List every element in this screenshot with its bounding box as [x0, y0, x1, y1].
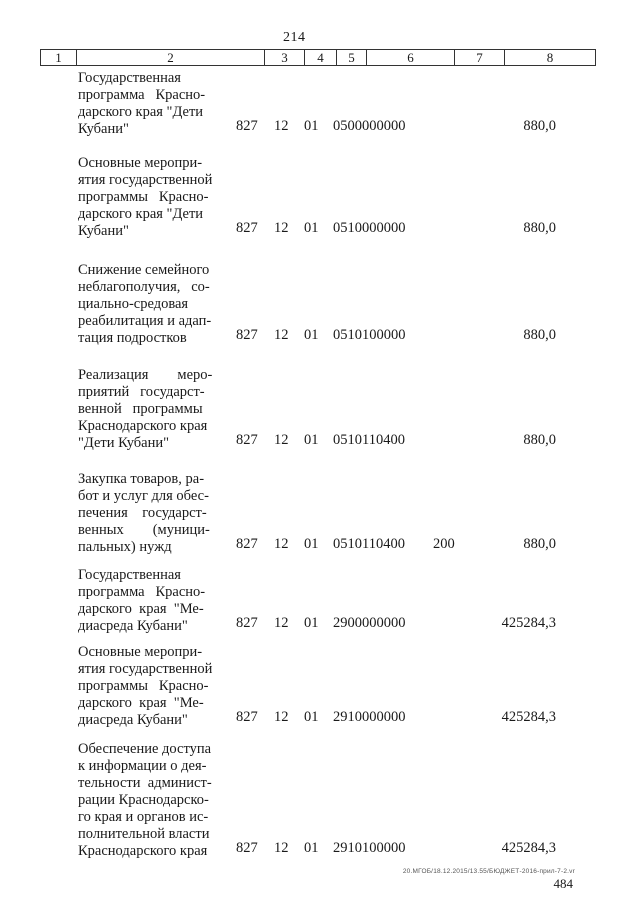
page-number-bottom: 484: [553, 876, 573, 891]
cell-col-3: 827: [236, 615, 258, 631]
row-description-line: го края и органов ис-: [78, 809, 209, 825]
row-description-line: тация подростков: [78, 330, 187, 346]
cell-col-4: 12: [274, 327, 289, 343]
row-description: [78, 567, 224, 635]
cell-col-6: 0510110400: [333, 536, 405, 552]
row-description-line: программы Красно-: [78, 678, 209, 694]
cell-col-5: 01: [304, 615, 319, 631]
cell-col-4: 12: [274, 536, 289, 552]
cell-col-3: 827: [236, 536, 258, 552]
row-description-line: печения государст-: [78, 505, 207, 521]
row-description: [78, 70, 224, 138]
cell-col-5: 01: [304, 220, 319, 236]
cell-col-5: 01: [304, 118, 319, 134]
cell-col-5: 01: [304, 840, 319, 856]
cell-col-8: 880,0: [523, 118, 556, 134]
column-header-7: 7: [455, 50, 505, 65]
row-description-line: Кубани": [78, 223, 129, 239]
cell-col-6: 2910000000: [333, 709, 406, 725]
cell-col-8: 880,0: [523, 432, 556, 448]
cell-col-8: 880,0: [523, 220, 556, 236]
row-description-line: программа Красно-: [78, 87, 206, 103]
cell-col-8: 425284,3: [501, 615, 556, 631]
cell-col-4: 12: [274, 709, 289, 725]
cell-col-3: 827: [236, 432, 258, 448]
row-description-line: диасреда Кубани": [78, 618, 188, 634]
row-description-line: венных (муници-: [78, 522, 210, 538]
cell-col-8: 880,0: [523, 536, 556, 552]
cell-col-4: 12: [274, 220, 289, 236]
row-description-line: ятия государственной: [78, 661, 213, 677]
row-description-line: Краснодарского края: [78, 843, 208, 859]
row-description-line: рации Краснодарско-: [78, 792, 209, 808]
row-description-line: тельности админист-: [78, 775, 212, 791]
row-description-line: приятий государст-: [78, 384, 205, 400]
cell-col-6: 0500000000: [333, 118, 406, 134]
column-header-5: 5: [337, 50, 367, 65]
row-description: [78, 262, 224, 347]
cell-col-5: 01: [304, 536, 319, 552]
row-description-line: неблагополучия, со-: [78, 279, 210, 295]
cell-col-6: 0510110400: [333, 432, 405, 448]
cell-col-8: 425284,3: [501, 709, 556, 725]
cell-col-3: 827: [236, 118, 258, 134]
cell-col-4: 12: [274, 118, 289, 134]
column-header-2: 2: [77, 50, 265, 65]
row-description-line: пальных) нужд: [78, 539, 172, 555]
row-description-line: Государственная: [78, 70, 181, 86]
row-description-line: Кубани": [78, 121, 129, 137]
cell-col-7: 200: [433, 536, 455, 552]
cell-col-6: 2910100000: [333, 840, 406, 856]
table-header-row: [40, 49, 596, 66]
row-description-line: программы Красно-: [78, 189, 209, 205]
cell-col-4: 12: [274, 840, 289, 856]
row-description-line: дарского края "Дети: [78, 104, 204, 120]
cell-col-5: 01: [304, 432, 319, 448]
row-description-line: Снижение семейного: [78, 262, 210, 278]
row-description: [78, 644, 224, 729]
row-description-line: дарского края "Дети: [78, 206, 204, 222]
cell-col-6: 2900000000: [333, 615, 406, 631]
cell-col-6: 0510100000: [333, 327, 406, 343]
cell-col-3: 827: [236, 327, 258, 343]
row-description-line: программа Красно-: [78, 584, 206, 600]
row-description: [78, 155, 224, 240]
row-description-line: Основные меропри-: [78, 644, 203, 660]
row-description-line: циально-средовая: [78, 296, 189, 312]
row-description-line: дарского края "Ме-: [78, 695, 204, 711]
row-description-line: Основные меропри-: [78, 155, 203, 171]
row-description-line: венной программы: [78, 401, 203, 417]
column-header-3: 3: [265, 50, 305, 65]
cell-col-8: 880,0: [523, 327, 556, 343]
cell-col-8: 425284,3: [501, 840, 556, 856]
row-description-line: дарского края "Ме-: [78, 601, 204, 617]
row-description-line: Закупка товаров, ра-: [78, 471, 205, 487]
cell-col-3: 827: [236, 840, 258, 856]
row-description-line: диасреда Кубани": [78, 712, 188, 728]
column-header-4: 4: [305, 50, 337, 65]
cell-col-4: 12: [274, 615, 289, 631]
row-description: [78, 471, 224, 556]
cell-col-3: 827: [236, 709, 258, 725]
footer-file-code: 20.МГОБ/18.12.2015/13.55/БЮДЖЕТ-2016-прил-7-2.vr: [402, 868, 575, 875]
row-description-line: Реализация меро-: [78, 367, 213, 383]
cell-col-5: 01: [304, 709, 319, 725]
row-description-line: к информации о дея-: [78, 758, 207, 774]
column-header-1: 1: [41, 50, 77, 65]
row-description-line: Краснодарского края: [78, 418, 208, 434]
row-description-line: "Дети Кубани": [78, 435, 170, 451]
row-description-line: ятия государственной: [78, 172, 213, 188]
column-header-6: 6: [367, 50, 455, 65]
row-description: [78, 741, 224, 860]
cell-col-6: 0510000000: [333, 220, 406, 236]
row-description: [78, 367, 224, 452]
cell-col-4: 12: [274, 432, 289, 448]
row-description-line: реабилитация и адап-: [78, 313, 212, 329]
row-description-line: Государственная: [78, 567, 181, 583]
row-description-line: полнительной власти: [78, 826, 210, 842]
cell-col-5: 01: [304, 327, 319, 343]
row-description-line: бот и услуг для обес-: [78, 488, 209, 504]
column-header-8: 8: [546, 50, 554, 65]
cell-col-3: 827: [236, 220, 258, 236]
page-number-top: 214: [283, 30, 306, 45]
row-description-line: Обеспечение доступа: [78, 741, 212, 757]
